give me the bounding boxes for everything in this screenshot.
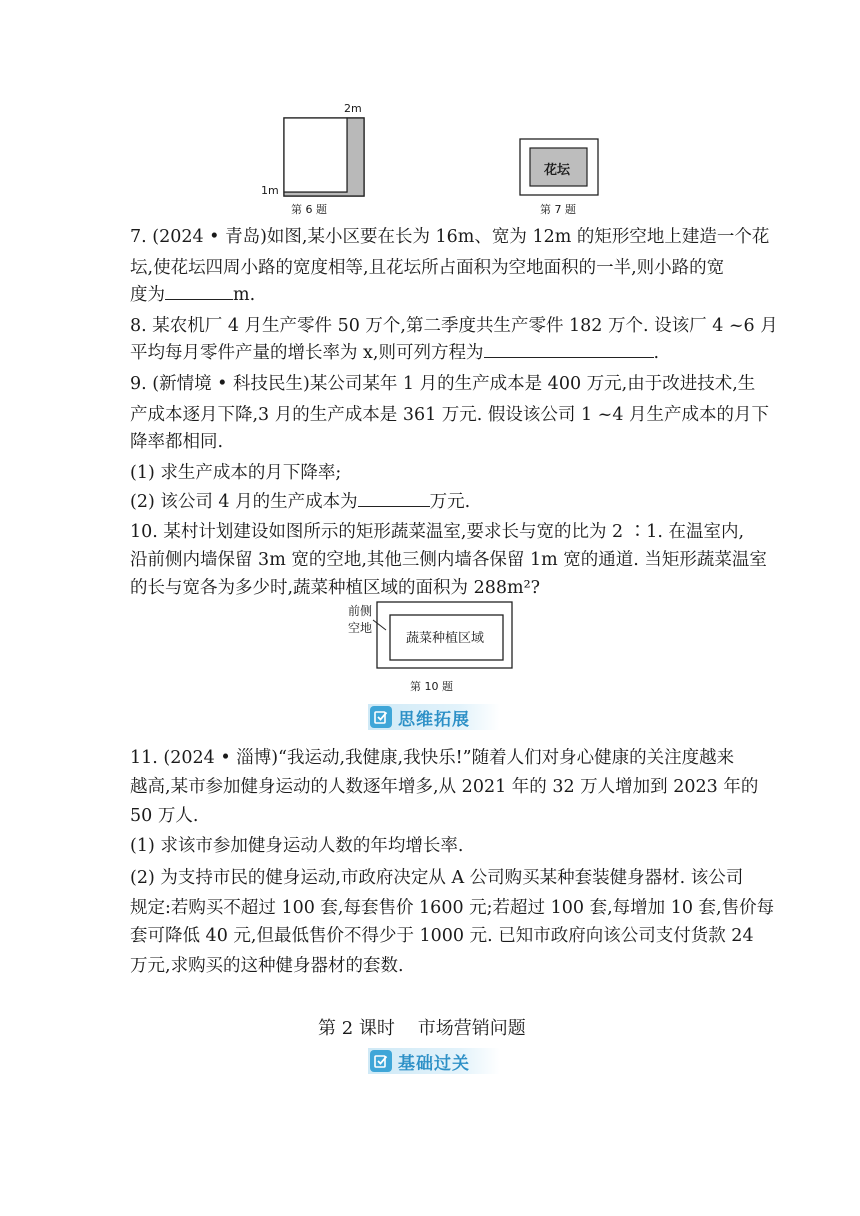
q7-line-3-text: 度为 xyxy=(130,285,165,305)
q11-sub-2-line-4: 万元,求购买的这种健身器材的套数. xyxy=(130,956,404,976)
section-badge-basic-mastery xyxy=(368,1048,500,1074)
q9-answer-blank[interactable] xyxy=(358,490,430,507)
q8-line-2 xyxy=(130,341,659,365)
figure-10-side-label-1: 前侧 xyxy=(348,604,373,618)
section-title: 基础过关 xyxy=(398,1053,470,1074)
q11-sub-1: (1) 求该市参加健身运动人数的年均增长率. xyxy=(130,836,464,856)
q9-sub-2 xyxy=(130,490,470,514)
q9-sub-2-unit: 万元. xyxy=(429,492,471,512)
figure-7-caption: 第 7 题 xyxy=(540,203,576,216)
q9-line-1: 9. (新情境 • 科技民生)某公司某年 1 月的生产成本是 400 万元,由于改进技术,生 xyxy=(130,374,756,394)
figure-6-caption: 第 6 题 xyxy=(291,203,327,216)
check-book-icon xyxy=(370,1050,392,1072)
q10-line-2: 沿前侧内墙保留 3m 宽的空地,其他三侧内墙各保留 1m 宽的通道. 当矩形蔬菜温室 xyxy=(130,550,767,570)
figure-10-side-label-2: 空地 xyxy=(348,621,373,635)
q7-answer-blank[interactable] xyxy=(165,283,233,300)
q8-line-2-text: 平均每月零件产量的增长率为 x,则可列方程为 xyxy=(130,343,484,363)
q11-sub-2-line-1: (2) 为支持市民的健身运动,市政府决定从 A 公司购买某种套装健身器材. 该公司 xyxy=(130,868,744,888)
figure-7 xyxy=(518,137,602,217)
q11-sub-2-line-2: 规定:若购买不超过 100 套,每套售价 1600 元;若超过 100 套,每增加 10 套,售价每 xyxy=(130,898,775,918)
q7-line-3 xyxy=(130,283,255,307)
q9-line-2: 产成本逐月下降,3 月的生产成本是 361 万元. 假设该公司 1 ~4 月生产成本的月下 xyxy=(130,405,770,425)
figure-10 xyxy=(346,600,516,695)
figure-6 xyxy=(258,100,368,215)
q8-answer-blank[interactable] xyxy=(484,341,654,358)
q11-line-2: 越高,某市参加健身运动的人数逐年增多,从 2021 年的 32 万人增加到 2023 年的 xyxy=(130,777,759,797)
figure-10-inner-label: 蔬菜种植区域 xyxy=(406,631,485,646)
q8-line-2-end: . xyxy=(653,343,660,363)
figure-7-inner-label: 花坛 xyxy=(544,163,571,178)
section-badge-thinking-extension xyxy=(368,704,500,730)
lesson-title: 第 2 课时 市场营销问题 xyxy=(318,1018,526,1039)
q9-line-3: 降率都相同. xyxy=(130,432,224,452)
q11-line-1: 11. (2024 • 淄博)“我运动,我健康,我快乐!”随着人们对身心健康的关注度越来 xyxy=(130,748,735,768)
q11-sub-2-line-3: 套可降低 40 元,但最低售价不得少于 1000 元. 已知市政府向该公司支付货款 24 xyxy=(130,926,754,946)
q11-line-3: 50 万人. xyxy=(130,806,199,826)
q8-line-1: 8. 某农机厂 4 月生产零件 50 万个,第二季度共生产零件 182 万个. 设该厂 4 ~6 月 xyxy=(130,316,778,336)
section-title: 思维拓展 xyxy=(398,709,470,730)
q10-line-1: 10. 某村计划建设如图所示的矩形蔬菜温室,要求长与宽的比为 2 ∶1. 在温室内, xyxy=(130,522,745,542)
figure-10-caption: 第 10 题 xyxy=(410,680,453,693)
figure-6-label-top: 2m xyxy=(344,102,362,115)
q7-line-1: 7. (2024 • 青岛)如图,某小区要在长为 16m、宽为 12m 的矩形空地上建造一个花 xyxy=(130,227,770,247)
q7-line-2: 坛,使花坛四周小路的宽度相等,且花坛所占面积为空地面积的一半,则小路的宽 xyxy=(130,258,725,278)
q7-line-3-unit: m. xyxy=(233,285,256,305)
figure-6-label-left: 1m xyxy=(261,184,279,197)
q9-sub-1: (1) 求生产成本的月下降率; xyxy=(130,463,342,483)
q10-line-3: 的长与宽各为多少时,蔬菜种植区域的面积为 288m²? xyxy=(130,578,541,598)
q9-sub-2-text: (2) 该公司 4 月的生产成本为 xyxy=(130,492,358,512)
check-book-icon xyxy=(370,706,392,728)
